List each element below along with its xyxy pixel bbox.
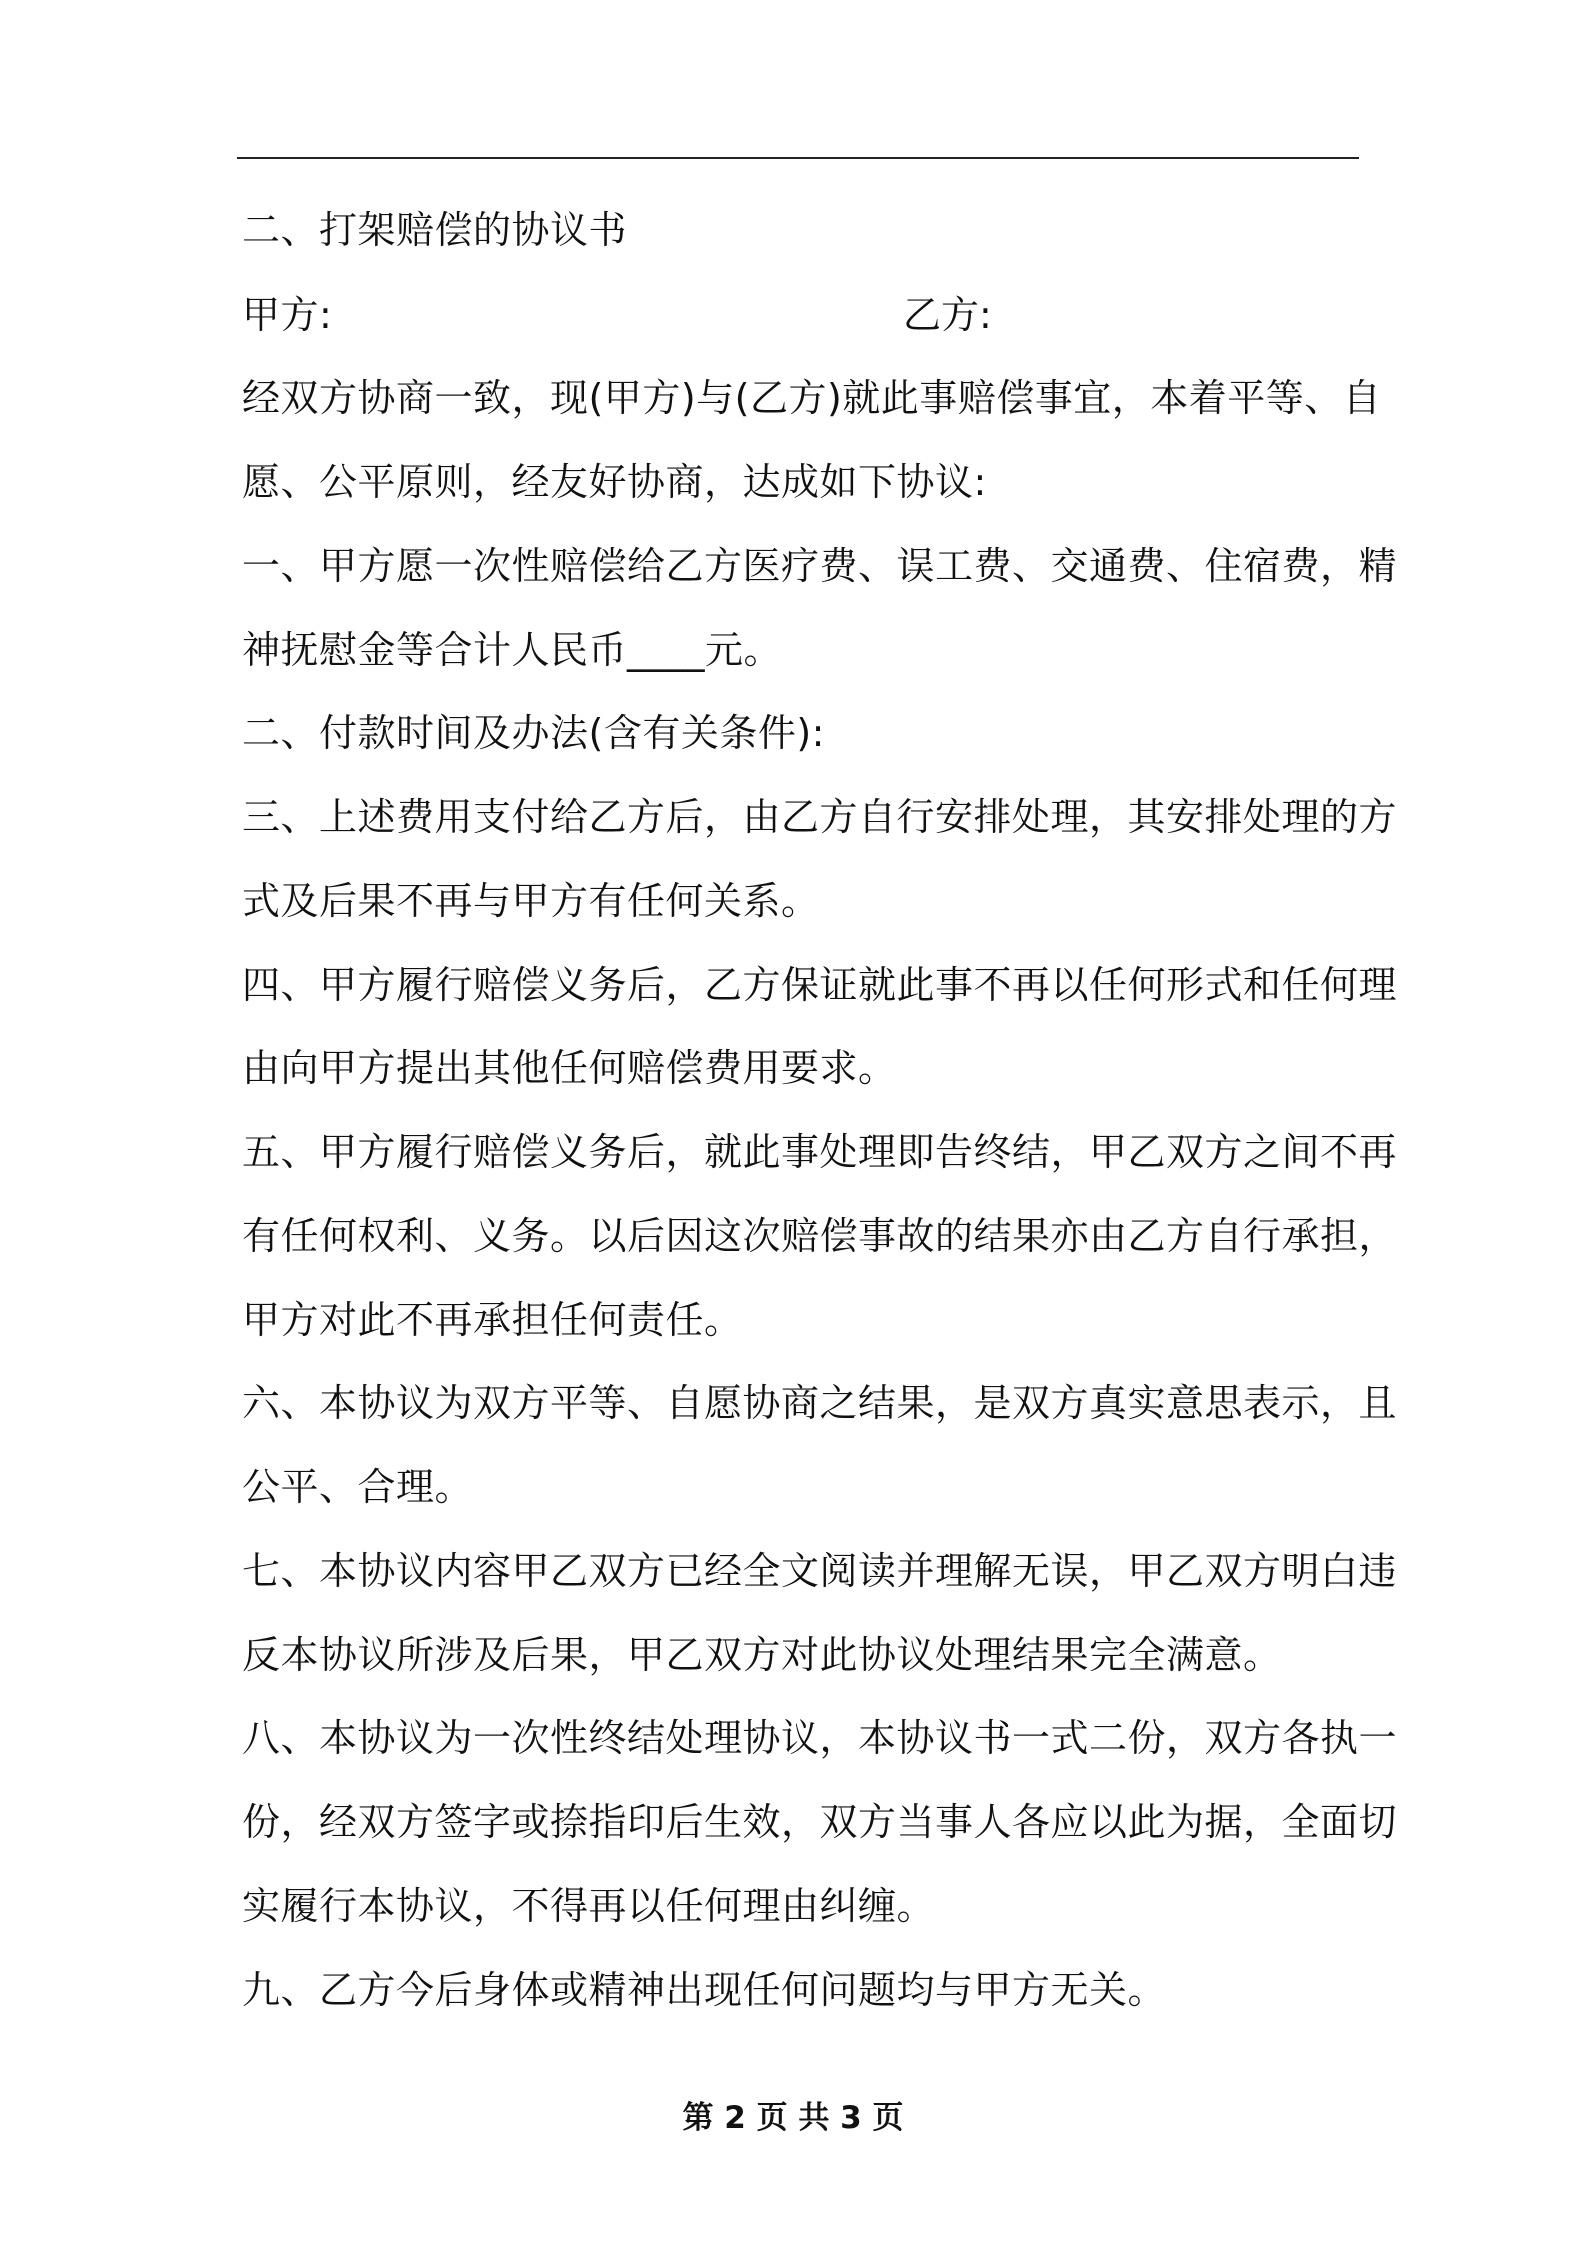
- body-line: 四、甲方履行赔偿义务后，乙方保证就此事不再以任何形式和任何理: [242, 963, 1398, 1007]
- party-a-label: 甲方:: [242, 293, 333, 337]
- body-line: 七、本协议内容甲乙双方已经全文阅读并理解无误，甲乙双方明白违: [242, 1549, 1398, 1593]
- body-line: 反本协议所涉及后果，甲乙双方对此协议处理结果完全满意。: [242, 1633, 1282, 1677]
- body-line: 愿、公平原则，经友好协商，达成如下协议:: [242, 460, 987, 504]
- body-line: 有任何权利、义务。以后因这次赔偿事故的结果亦由乙方自行承担，: [242, 1214, 1398, 1258]
- header-rule: [237, 157, 1359, 159]
- body-line: 九、乙方今后身体或精神出现任何问题均与甲方无关。: [242, 1968, 1167, 2012]
- body-line: 六、本协议为双方平等、自愿协商之结果，是双方真实意思表示，且: [242, 1381, 1398, 1425]
- body-line: 份，经双方签字或捺指印后生效，双方当事人各应以此为据，全面切: [242, 1800, 1398, 1844]
- body-line: 实履行本协议，不得再以任何理由纠缠。: [242, 1884, 936, 1928]
- body-line: 一、甲方愿一次性赔偿给乙方医疗费、误工费、交通费、住宿费，精: [242, 544, 1398, 588]
- body-line: 五、甲方履行赔偿义务后，就此事处理即告终结，甲乙双方之间不再: [242, 1130, 1398, 1174]
- body-line: 甲方对此不再承担任何责任。: [242, 1298, 743, 1342]
- page-number-footer: 第 2 页 共 3 页: [682, 2100, 904, 2136]
- body-line: 由向甲方提出其他任何赔偿费用要求。: [242, 1046, 897, 1090]
- body-line: 二、付款时间及办法(含有关条件):: [242, 711, 825, 755]
- body-line: 经双方协商一致，现(甲方)与(乙方)就此事赔偿事宜，本着平等、自: [242, 376, 1382, 420]
- party-b-label: 乙方:: [903, 293, 992, 337]
- section-title: 二、打架赔偿的协议书: [242, 208, 628, 252]
- body-line: 神抚慰金等合计人民币____元。: [242, 628, 783, 672]
- body-line: 式及后果不再与甲方有任何关系。: [242, 879, 820, 923]
- body-line: 公平、合理。: [242, 1465, 474, 1509]
- body-line: 八、本协议为一次性终结处理协议，本协议书一式二份，双方各执一: [242, 1716, 1398, 1760]
- body-line: 三、上述费用支付给乙方后，由乙方自行安排处理，其安排处理的方: [242, 795, 1398, 839]
